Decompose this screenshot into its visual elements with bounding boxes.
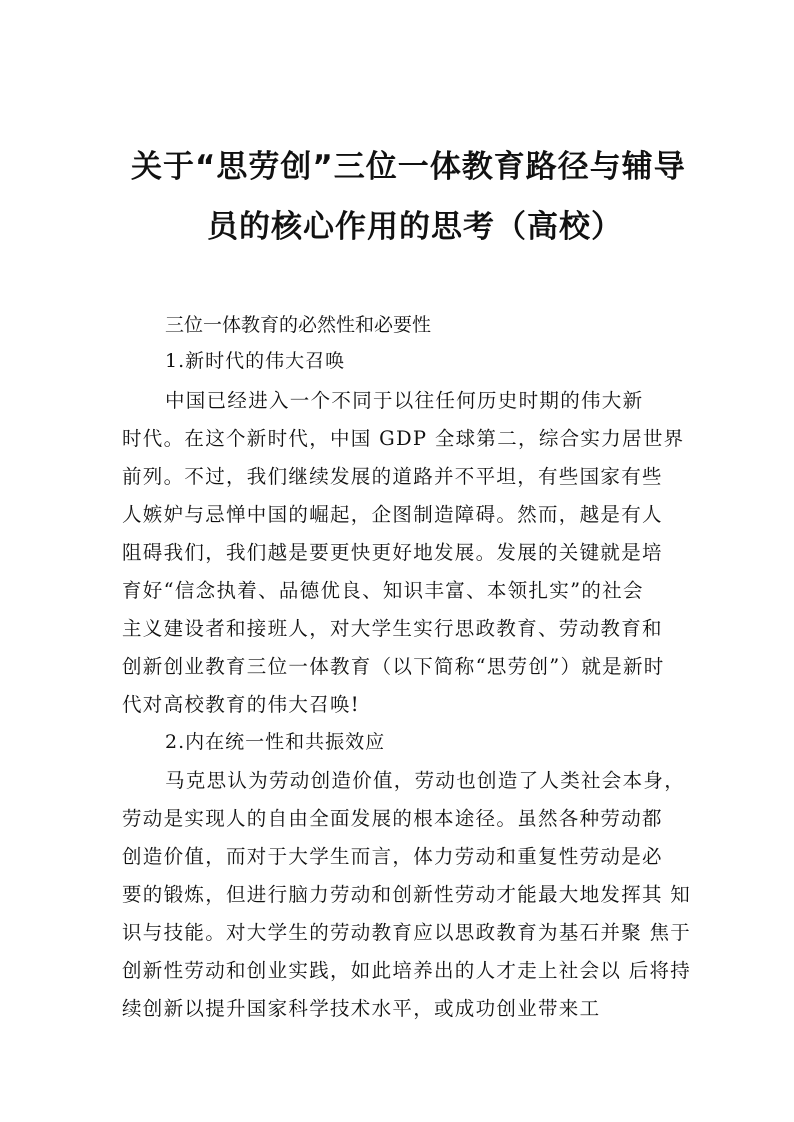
paragraph-1-line: 创新创业教育三位一体教育（以下简称“思劳创”）就是新时: [122, 655, 665, 678]
paragraph-2-line: 续创新以提升国家科学技术水平，或成功创业带来工: [122, 997, 601, 1020]
paragraph-1-line: 前列。不过，我们继续发展的道路并不平坦，有些国家有些: [122, 465, 663, 488]
paragraph-1-line: 主义建设者和接班人，对大学生实行思政教育、劳动教育和: [122, 617, 663, 640]
document-title-line-2: 员的核心作用的思考（高校）: [207, 209, 623, 245]
subheading-1: 1.新时代的伟大召唤: [165, 350, 346, 372]
subheading-2: 2.内在统一性和共振效应: [165, 731, 386, 753]
paragraph-1-line: 时代。在这个新时代，中国 GDP 全球第二，综合实力居世界: [122, 427, 685, 450]
paragraph-2-line: 要的锻炼，但进行脑力劳动和创新性劳动才能最大地发挥其 知: [122, 883, 692, 906]
paragraph-2-line: 劳动是实现人的自由全面发展的根本途径。虽然各种劳动都: [122, 807, 663, 830]
paragraph-2-line: 识与技能。对大学生的劳动教育应以思政教育为基石并聚 焦于: [122, 921, 692, 944]
paragraph-2-line: 创新性劳动和创业实践，如此培养出的人才走上社会以 后将持: [122, 959, 692, 982]
section-heading: 三位一体教育的必然性和必要性: [165, 314, 432, 336]
paragraph-1-line: 阻碍我们，我们越是要更快更好地发展。发展的关键就是培: [122, 541, 663, 564]
paragraph-1-line: 代对高校教育的伟大召唤!: [122, 693, 360, 716]
paragraph-2-line: 马克思认为劳动创造价值，劳动也创造了人类社会本身，: [165, 769, 686, 792]
paragraph-1-line: 中国已经进入一个不同于以往任何历史时期的伟大新: [165, 389, 644, 412]
paragraph-2-line: 创造价值，而对于大学生而言，体力劳动和重复性劳动是必: [122, 845, 663, 868]
document-title-line-1: 关于“思劳创”三位一体教育路径与辅导: [131, 149, 686, 185]
paragraph-1-line: 育好“信念执着、品德优良、知识丰富、本领扎实”的社会: [122, 579, 644, 602]
paragraph-1-line: 人嫉妒与忌惮中国的崛起，企图制造障碍。然而，越是有人: [122, 503, 663, 526]
